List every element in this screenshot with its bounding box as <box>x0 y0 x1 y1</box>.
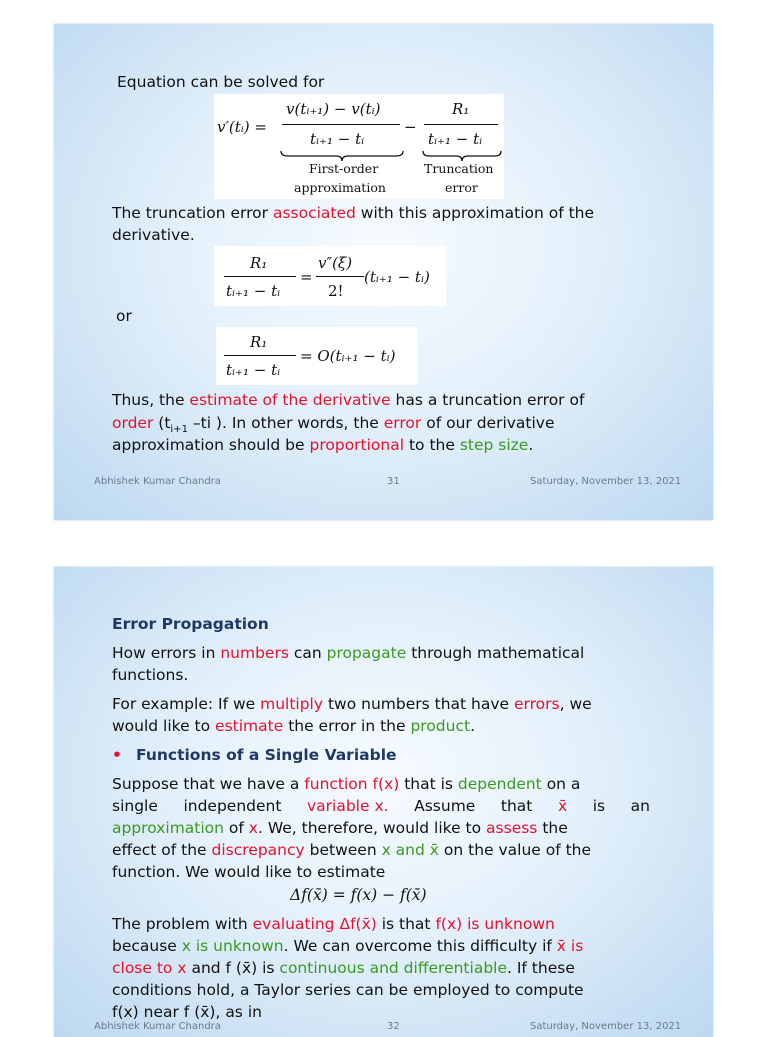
p1-line2: functions. <box>112 666 189 684</box>
footer-page-number: 32 <box>387 1021 400 1032</box>
p2-line1: For example: If we multiply two numbers that have errors, we <box>112 695 592 713</box>
equation-truncation-error: R₁ tᵢ₊₁ − tᵢ = v″(ξ) 2! (tᵢ₊₁ − tᵢ) <box>214 246 446 306</box>
equation-derivative-approx: v′(tᵢ) = v(tᵢ₊₁) − v(tᵢ) tᵢ₊₁ − tᵢ − R₁ tᵢ₊₁ − tᵢ First-order approximation Truncation error <box>214 94 504 199</box>
footer-date: Saturday, November 13, 2021 <box>530 476 682 487</box>
slide-31 <box>54 24 713 520</box>
truncation-text-line2: derivative. <box>112 226 195 244</box>
footer-author: Abhishek Kumar Chandra <box>94 476 221 487</box>
p4-line2: because x is unknown. We can overcome this difficulty if x̄ is <box>112 937 584 955</box>
p4-line4: conditions hold, a Taylor series can be employed to compute <box>112 981 584 999</box>
thus-text-line2: order ($t_{i+1}$ –ti ). In other words, the error of our derivative <box>112 414 555 436</box>
thus-text-line3: approximation should be proportional to the step size. <box>112 436 534 454</box>
subheading-single-variable: Functions of a Single Variable <box>136 746 397 764</box>
thus-text-line1: Thus, the estimate of the derivative has a truncation error of <box>112 391 585 409</box>
p4-line1: The problem with evaluating Δf(x̄) is that f(x) is unknown <box>112 915 555 933</box>
p4-line5: f(x) near f (x̄), as in <box>112 1003 262 1021</box>
truncation-text-line1: The truncation error associated with this approximation of the <box>112 204 595 222</box>
p3-line3: approximation of x. We, therefore, would like to assess the <box>112 819 568 837</box>
slide-32 <box>54 567 713 1037</box>
p4-line3: close to x and f (x̄) is continuous and differentiable. If these <box>112 959 575 977</box>
footer-date: Saturday, November 13, 2021 <box>530 1021 682 1032</box>
p3-line2: single independent variable x. Assume that x̄ is an <box>112 797 650 815</box>
bullet-icon: • <box>112 746 122 764</box>
equation-big-o: R₁ tᵢ₊₁ − tᵢ = O(tᵢ₊₁ − tᵢ) <box>216 327 418 385</box>
or-text: or <box>116 307 132 325</box>
intro-text: Equation can be solved for <box>117 73 325 91</box>
formula-delta-f: Δf(x̄) = f(x) − f(x̄) <box>290 886 427 904</box>
footer-page-number: 31 <box>387 476 400 487</box>
p3-line4: effect of the discrepancy between x and x̄ on the value of the <box>112 841 592 859</box>
p2-line2: would like to estimate the error in the product. <box>112 717 475 735</box>
p3-line1: Suppose that we have a function f(x) that is dependent on a <box>112 775 581 793</box>
p3-line5: function. We would like to estimate <box>112 863 386 881</box>
p1-line1: How errors in numbers can propagate through mathematical <box>112 644 585 662</box>
footer-author: Abhishek Kumar Chandra <box>94 1021 221 1032</box>
heading-error-propagation: Error Propagation <box>112 615 269 633</box>
